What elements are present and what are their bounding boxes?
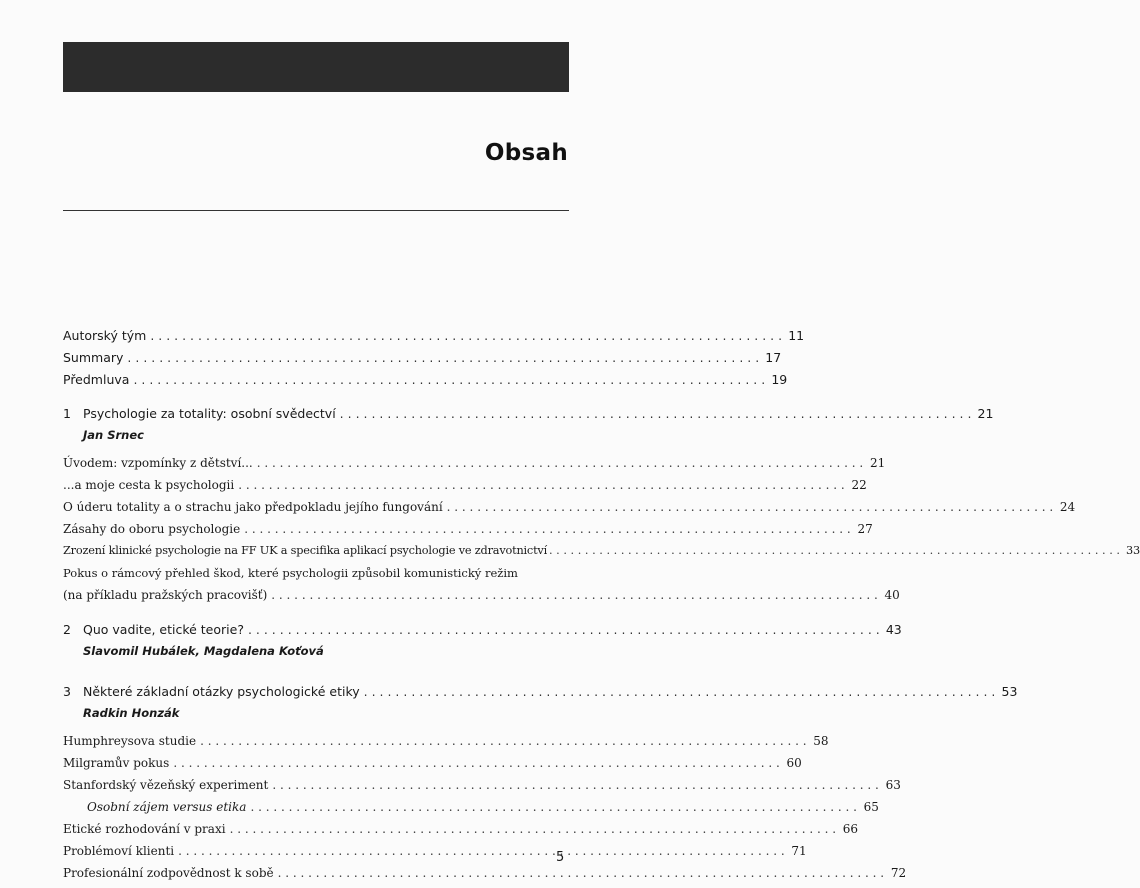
chapter-number: 1 [63, 406, 71, 421]
leader-dots [127, 350, 759, 365]
leader-dots [248, 622, 880, 637]
leader-dots [133, 372, 765, 387]
toc-page-number: 43 [885, 622, 902, 637]
toc-entry-label: Pokus o rámcový přehled škod, které psychologii způsobil komunistický režim [63, 566, 518, 580]
toc-page-number: 71 [791, 844, 807, 858]
toc-entry-label: Předmluva [63, 372, 130, 387]
chapter-2-heading[interactable] [63, 622, 902, 644]
leader-dots [257, 456, 864, 470]
toc-entry[interactable] [63, 734, 829, 756]
chapter-author: Slavomil Hubálek, Magdalena Koťová [83, 644, 324, 658]
toc-entry-label: (na příkladu pražských pracovišť) [63, 588, 268, 602]
toc-entry-label: Stanfordský vězeňský experiment [63, 778, 269, 792]
toc-entry-label: Profesionální zodpovědnost k sobě [63, 866, 274, 880]
toc-entry-predmluva[interactable] [63, 372, 788, 394]
toc-entry-label: Úvodem: vzpomínky z dětství... [63, 456, 253, 470]
chapter-title: Psychologie za totality: osobní svědectví [83, 406, 336, 421]
toc-page-number: 53 [1001, 684, 1018, 699]
leader-dots [244, 522, 851, 536]
leader-dots [200, 734, 807, 748]
toc-entry-autorsky-tym[interactable] [63, 328, 805, 350]
page-title: Obsah [484, 140, 568, 166]
toc-page-number: 24 [1059, 500, 1076, 514]
toc-page-number: 21 [869, 456, 886, 470]
toc-entry-label: Humphreysova studie [63, 734, 197, 748]
toc-entry-label: Osobní zájem versus etika [87, 800, 247, 814]
toc-entry-summary[interactable] [63, 350, 782, 372]
toc-entry[interactable] [63, 522, 873, 544]
toc-entry-label: ...a moje cesta k psychologii [63, 478, 235, 492]
toc-page-number: 60 [786, 756, 802, 770]
toc-entry-label: Etické rozhodování v praxi [63, 822, 226, 836]
leader-dots [272, 778, 879, 792]
chapter-title: Některé základní otázky psychologické etiky [83, 684, 360, 699]
leader-dots [271, 588, 878, 602]
page-number: 5 [556, 850, 565, 865]
toc-entry-label: Summary [63, 350, 124, 365]
toc-page-number: 22 [851, 478, 867, 492]
chapter-title: Quo vadite, etické teorie? [83, 622, 244, 637]
toc-entry[interactable] [63, 844, 807, 866]
toc-page-number: 65 [863, 800, 879, 814]
leader-dots [340, 406, 972, 421]
leader-dots [178, 844, 785, 858]
toc-entry[interactable] [63, 544, 1140, 566]
toc-entry-label: O úderu totality a o strachu jako předpokladu jejího fungování [63, 500, 443, 514]
toc-page-number: 33 [1125, 544, 1140, 557]
toc-page-number: 40 [884, 588, 900, 602]
toc-entry[interactable] [63, 588, 900, 610]
toc-page-number: 11 [788, 328, 805, 343]
title-rule [63, 210, 569, 211]
toc-entry-label: Zrození klinické psychologie na FF UK a specifika aplikací psychologie ve zdravotnictví [63, 544, 547, 557]
leader-dots [250, 800, 857, 814]
toc-entry[interactable] [63, 478, 867, 500]
chapter-1-heading[interactable] [63, 406, 994, 428]
toc-entry[interactable] [63, 500, 1076, 522]
toc-entry[interactable] [63, 866, 907, 888]
toc-subentry[interactable] [63, 800, 879, 822]
leader-dots [364, 684, 996, 699]
leader-dots [230, 822, 837, 836]
leader-dots [238, 478, 845, 492]
chapter-number: 2 [63, 622, 71, 637]
table-of-contents [63, 328, 1140, 888]
toc-page-number: 66 [842, 822, 859, 836]
toc-page-number: 21 [977, 406, 994, 421]
toc-entry-label: Problémoví klienti [63, 844, 175, 858]
leader-dots [150, 328, 782, 343]
toc-page-number: 63 [885, 778, 901, 792]
toc-page-number: 72 [890, 866, 907, 880]
leader-dots [278, 866, 885, 880]
toc-page-number: 17 [765, 350, 782, 365]
toc-entry-label: Autorský tým [63, 328, 147, 343]
toc-entry[interactable] [63, 822, 859, 844]
header-band [63, 42, 569, 92]
leader-dots [173, 756, 780, 770]
toc-entry[interactable] [63, 456, 886, 478]
toc-page-number: 58 [813, 734, 829, 748]
toc-page-number: 27 [857, 522, 873, 536]
leader-dots [447, 500, 1054, 514]
toc-entry-label: Zásahy do oboru psychologie [63, 522, 241, 536]
toc-entry-line[interactable] [63, 566, 569, 588]
toc-entry[interactable] [63, 756, 802, 778]
chapter-author: Radkin Honzák [83, 706, 180, 720]
toc-entry[interactable] [63, 778, 901, 800]
chapter-author: Jan Srnec [83, 428, 144, 442]
leader-dots [549, 544, 1120, 557]
chapter-3-heading[interactable] [63, 684, 1018, 706]
toc-entry-label: Milgramův pokus [63, 756, 170, 770]
chapter-number: 3 [63, 684, 71, 699]
toc-page-number: 19 [771, 372, 788, 387]
